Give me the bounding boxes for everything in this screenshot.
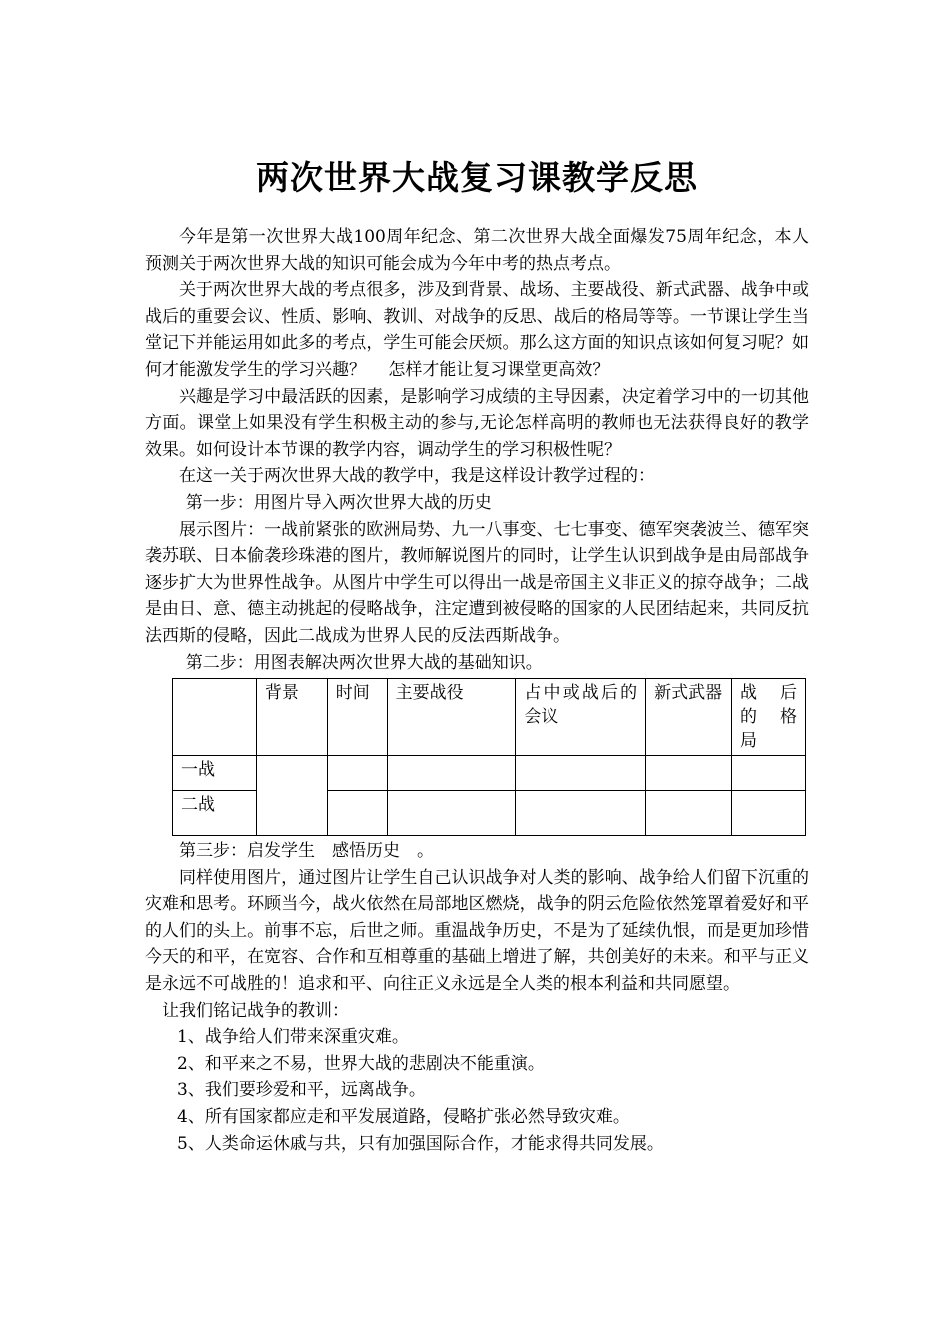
table-row bbox=[173, 756, 806, 791]
list-item: 5、人类命运休戚与共，只有加强国际合作，才能求得共同发展。 bbox=[177, 1133, 664, 1154]
paragraph-intro: 今年是第一次世界大战100周年纪念、第二次世界大战全面爆发75周年纪念，本人预测关于两次世界大战的知识可能会成为今年中考的热点考点。 bbox=[145, 227, 809, 274]
table-header-cell: 背景 bbox=[256, 679, 327, 756]
step-three-heading: 第三步：启发学生 感悟历史 。 bbox=[179, 841, 434, 862]
table-cell bbox=[387, 756, 516, 791]
table-header-cell: 新式武器 bbox=[646, 679, 732, 756]
paragraph-pictures: 展示图片：一战前紧张的欧洲局势、九一八事变、七七事变、德军突袭波兰、德军突袭苏联、日本偷袭珍珠港的图片，教师解说图片的同时，让学生认识到战争是由局部战争逐步扩大为世界性战争。从图片中学生可以得出一战是帝国主义非正义的掠夺战争；二战是由日、意、德主动挑起的侵略战争，注定遭到被侵略的国家的人民团结起来，共同反抗法西斯的侵略，因此二战成为世界人民的反法西斯战争。 bbox=[145, 519, 809, 646]
table-cell bbox=[646, 791, 732, 836]
table-row-label: 一战 bbox=[173, 756, 257, 791]
table-cell bbox=[732, 791, 806, 836]
table-header-cell: 主要战役 bbox=[387, 679, 516, 756]
paragraph-exam-points: 关于两次世界大战的考点很多，涉及到背景、战场、主要战役、新式武器、战争中或战后的重要会议、性质、影响、教训、对战争的反思、战后的格局等等。一节课让学生当堂记下并能运用如此多的考点，学生可能会厌烦。那么这方面的知识点该如何复习呢？如何才能激发学生的学习兴趣？ 怎样才能让复习课堂更高效？ bbox=[145, 280, 809, 380]
table-cell bbox=[327, 756, 387, 791]
table-cell bbox=[327, 791, 387, 836]
table-header-cell bbox=[173, 679, 257, 756]
table-cell bbox=[387, 791, 516, 836]
step-two-heading: 第二步：用图表解决两次世界大战的基础知识。 bbox=[185, 652, 543, 673]
list-item: 2、和平来之不易，世界大战的悲剧决不能重演。 bbox=[177, 1053, 545, 1074]
table-cell bbox=[516, 756, 646, 791]
list-item: 1、战争给人们带来深重灾难。 bbox=[177, 1027, 409, 1048]
table-cell bbox=[256, 756, 327, 836]
document-body bbox=[145, 224, 809, 1157]
table-header-row bbox=[173, 679, 806, 756]
list-item: 4、所有国家都应走和平发展道路，侵略扩张必然导致灾难。 bbox=[177, 1107, 630, 1128]
table-header-cell: 战 后的 格局 bbox=[732, 679, 806, 756]
knowledge-table bbox=[172, 678, 806, 836]
table-header-cell: 时间 bbox=[327, 679, 387, 756]
list-item: 3、我们要珍爱和平，远离战争。 bbox=[177, 1080, 426, 1101]
table-row-label: 二战 bbox=[173, 791, 257, 836]
step-one-heading: 第一步：用图片导入两次世界大战的历史 bbox=[185, 492, 492, 513]
table-header-cell: 占中或战后的会议 bbox=[516, 679, 646, 756]
lessons-lead: 让我们铭记战争的教训： bbox=[162, 1000, 349, 1021]
paragraph-design: 在这一关于两次世界大战的教学中，我是这样设计教学过程的： bbox=[179, 466, 655, 487]
paragraph-reflection: 同样使用图片，通过图片让学生自己认识战争对人类的影响、战争给人们留下沉重的灾难和思考。环顾当今，战火依然在局部地区燃烧，战争的阴云危险依然笼罩着爱好和平的人们的头上。前事不忘，后世之师。重温战争历史，不是为了延续仇恨，而是更加珍惜今天的和平，在宽容、合作和互相尊重的基础上增进了解，共创美好的未来。和平与正义是永远不可战胜的！追求和平、向往正义永远是全人类的根本利益和共同愿望。 bbox=[145, 867, 809, 995]
table-cell bbox=[646, 756, 732, 791]
table-cell bbox=[732, 756, 806, 791]
page-title: 两次世界大战复习课教学反思 bbox=[256, 158, 698, 197]
table-cell bbox=[516, 791, 646, 836]
paragraph-interest: 兴趣是学习中最活跃的因素，是影响学习成绩的主导因素，决定着学习中的一切其他方面。课堂上如果没有学生积极主动的参与,无论怎样高明的教师也无法获得良好的教学效果。如何设计本节课的教学内容，调动学生的学习积极性呢？ bbox=[145, 386, 809, 460]
